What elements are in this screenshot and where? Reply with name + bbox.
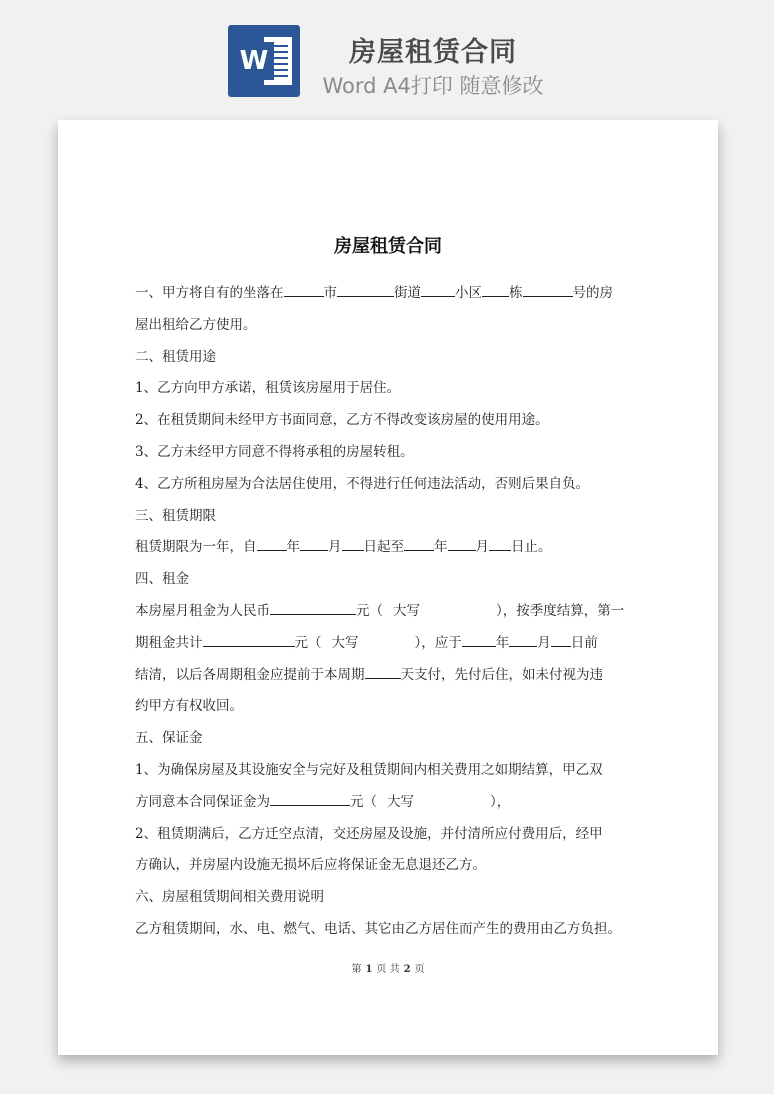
text: ），应于 (414, 634, 462, 651)
clause-6-1: 乙方租赁期间，水、电、燃气、电话、其它由乙方居住而产生的费用由乙方负担。 (135, 920, 621, 937)
word-icon (228, 25, 300, 97)
text: 本房屋月租金为人民币 (135, 602, 270, 619)
section-6-heading: 六、房屋租赁期间相关费用说明 (135, 889, 324, 906)
banner-title: 房屋租赁合同 (349, 37, 517, 68)
text: 日起至 (363, 539, 404, 556)
page-footer (58, 960, 718, 975)
text: 元（ (294, 634, 322, 651)
text: 日止。 (511, 539, 552, 556)
fill-blank[interactable] (448, 536, 476, 551)
text: 大写 (393, 602, 420, 619)
text: 小区 (455, 285, 482, 301)
document-page (58, 120, 718, 1055)
text: 方同意本合同保证金为 (135, 793, 270, 810)
text: ）， (490, 793, 511, 810)
footer-middle: 页 共 (376, 964, 400, 975)
text: 天支付，先付后住，如未付视为违 (400, 666, 603, 683)
clause-4-line-3 (135, 660, 638, 692)
fill-blank[interactable] (342, 536, 364, 551)
fill-blank[interactable] (337, 282, 394, 297)
fill-blank[interactable] (551, 632, 571, 647)
document-body (135, 278, 638, 946)
clause-4-line-1 (135, 596, 638, 628)
fill-blank[interactable] (509, 632, 537, 647)
fill-blank[interactable] (270, 791, 350, 806)
text: 年 (495, 634, 510, 651)
fill-blank[interactable] (284, 282, 324, 297)
clause-1-line-2: 屋出租给乙方使用。 (135, 316, 257, 333)
text: 期租金共计 (135, 634, 203, 651)
text: 号的房 (572, 285, 613, 301)
fill-blank[interactable] (257, 536, 287, 551)
fill-blank[interactable] (270, 600, 356, 615)
section-5-heading: 五、保证金 (135, 730, 203, 747)
clause-3-line (135, 532, 638, 564)
clause-5-1-line-2 (135, 787, 638, 819)
total-page-number: 2 (403, 964, 411, 975)
current-page-number: 1 (365, 964, 373, 975)
clause-5-2-line-2: 方确认，并房屋内设施无损坏后应将保证金无息退还乙方。 (135, 857, 486, 874)
clause-2-2: 2、在租赁期间未经甲方书面同意，乙方不得改变该房屋的使用用途。 (135, 412, 549, 429)
text: 市 (323, 285, 337, 301)
text: ），按季度结算，第一 (496, 602, 625, 619)
clause-2-1: 1、乙方向甲方承诺，租赁该房屋用于居住。 (135, 380, 401, 397)
text: 栋 (509, 285, 523, 301)
text: 结清，以后各周期租金应提前于本周期 (135, 666, 365, 683)
text: 年 (434, 539, 448, 556)
fill-blank[interactable] (203, 632, 295, 647)
text: 大写 (387, 793, 414, 810)
fill-blank[interactable] (523, 282, 573, 297)
fill-blank[interactable] (300, 536, 328, 551)
text: 月 (537, 634, 551, 651)
text: 日前 (570, 634, 598, 651)
clause-2-3: 3、乙方未经甲方同意不得将承租的房屋转租。 (135, 443, 414, 460)
text: 元（ (356, 602, 383, 619)
fill-blank[interactable] (421, 282, 455, 297)
clause-1-line-1 (135, 278, 638, 310)
clause-2-4: 4、乙方所租房屋为合法居住使用，不得进行任何违法活动，否则后果自负。 (135, 475, 590, 492)
footer-prefix: 第 (351, 964, 362, 975)
text: 月 (475, 539, 489, 556)
text: 年 (286, 539, 300, 556)
document-title: 房屋租赁合同 (334, 236, 442, 257)
banner-subtitle: Word A4打印 随意修改 (322, 74, 544, 98)
fill-blank[interactable] (462, 632, 496, 647)
text: 租赁期限为一年，自 (135, 539, 257, 556)
fill-blank[interactable] (482, 282, 509, 297)
clause-5-1-line-1: 1、为确保房屋及其设施安全与完好及租赁期间内相关费用之如期结算，甲乙双 (135, 761, 603, 778)
section-2-heading: 二、租赁用途 (135, 348, 216, 365)
fill-blank[interactable] (365, 664, 401, 679)
word-letter: W (234, 42, 274, 80)
header-banner (0, 0, 774, 110)
section-3-heading: 三、租赁期限 (135, 507, 216, 524)
clause-5-2-line-1: 2、租赁期满后，乙方迁空点清，交还房屋及设施，并付清所应付费用后，经甲 (135, 825, 603, 842)
text: 大写 (331, 634, 359, 651)
fill-blank[interactable] (489, 536, 511, 551)
clause-4-line-2 (135, 628, 638, 660)
fill-blank[interactable] (404, 536, 434, 551)
clause-4-line-4: 约甲方有权收回。 (135, 698, 243, 715)
footer-suffix: 页 (414, 964, 425, 975)
text: 元（ (350, 793, 377, 810)
text: 月 (328, 539, 342, 556)
text: 一、甲方将自有的坐落在 (135, 285, 284, 301)
text: 街道 (394, 285, 421, 301)
section-4-heading: 四、租金 (135, 571, 189, 588)
